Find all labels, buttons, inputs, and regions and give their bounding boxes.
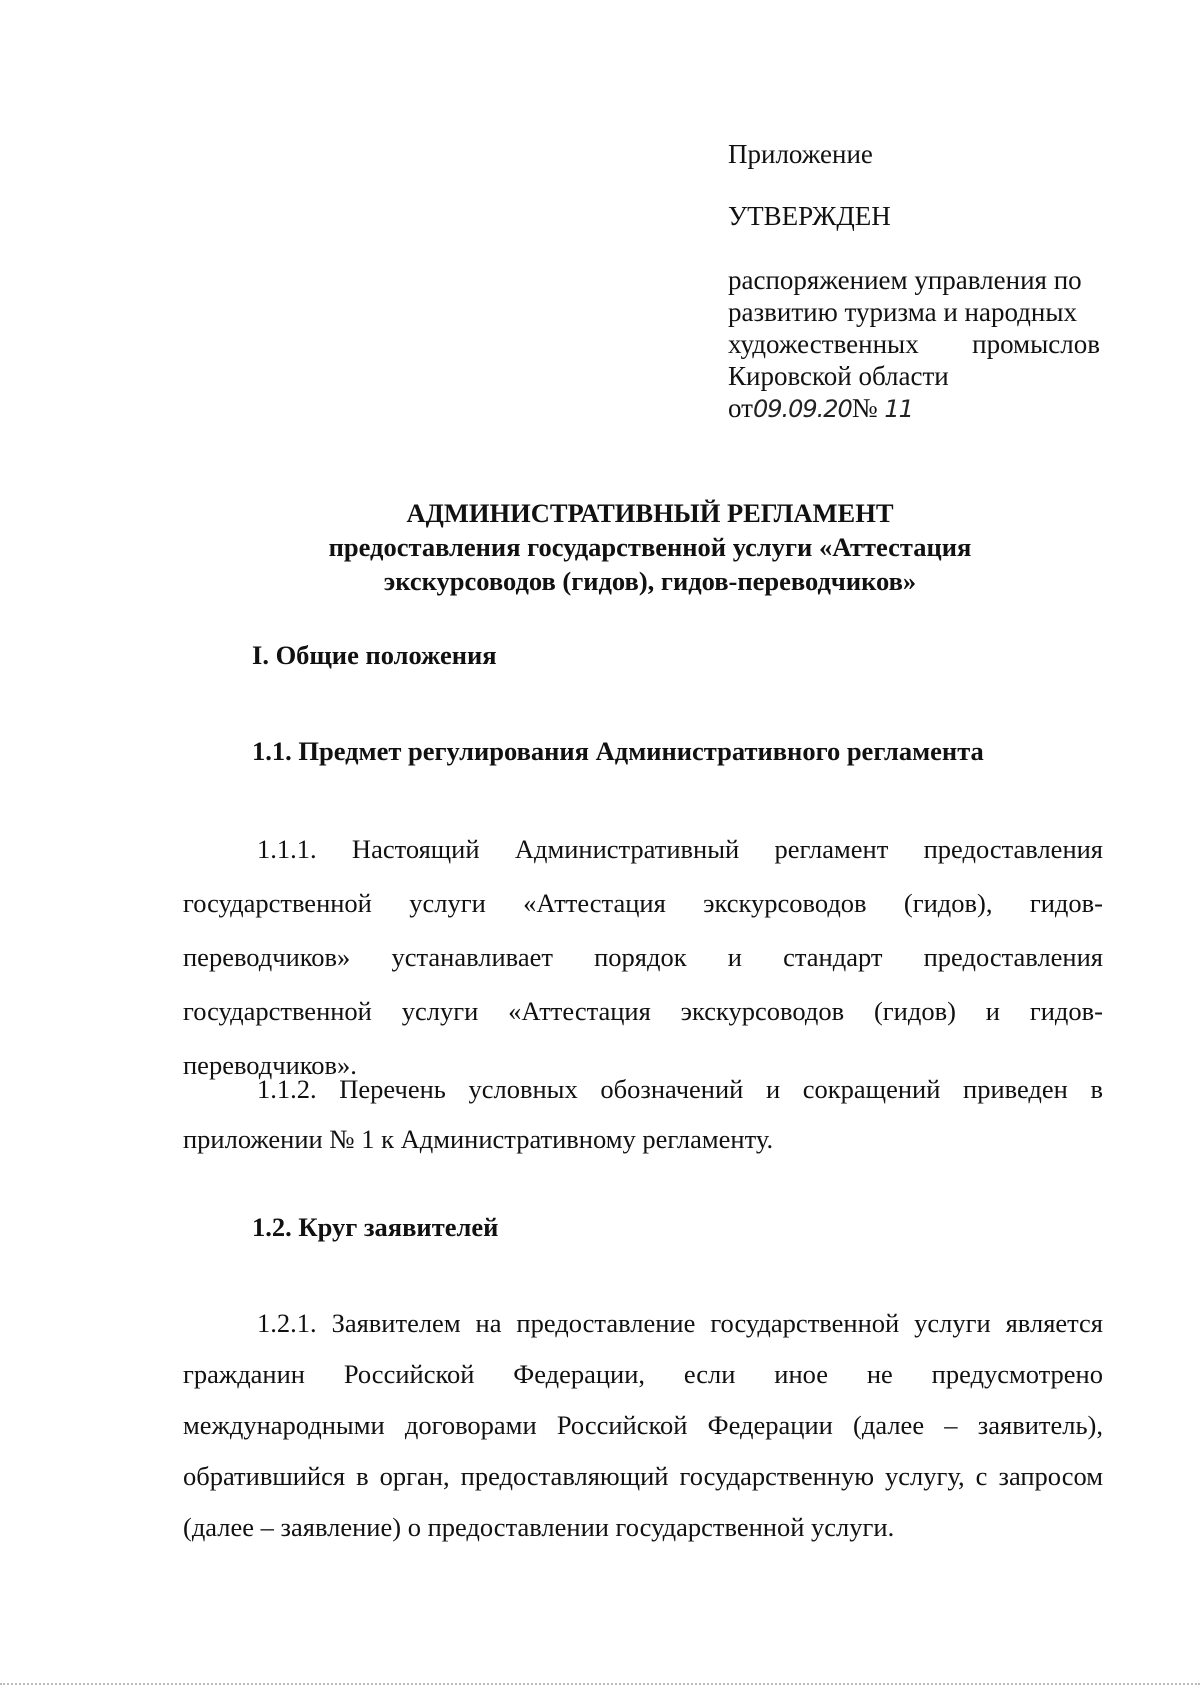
date-number-line	[728, 392, 1100, 425]
order-line: развитию туризма и народных	[728, 297, 1078, 327]
order-line: художественных промыслов	[728, 329, 1100, 359]
number-label: №	[851, 393, 878, 423]
handwritten-number: 11	[884, 395, 913, 423]
approved-label: УТВЕРЖДЕН	[728, 201, 891, 231]
order-line: Кировской области	[728, 361, 949, 391]
order-line: распоряжением управления по	[728, 265, 1082, 295]
section-heading-subject: 1.1. Предмет регулирования Административного регламента	[252, 736, 984, 766]
section-heading-general: I. Общие положения	[252, 640, 497, 670]
scan-edge-artifact	[0, 1680, 1200, 1685]
approval-order-block	[728, 264, 1100, 425]
handwritten-date: 09.09.20	[752, 395, 852, 423]
paragraph-1-1-1: 1.1.1. Настоящий Административный регламент предоставления государственной услуги «Аттестация экскурсоводов (гидов), гидов-переводчиков» устанавливает порядок и стандарт предоставления государственной услуги «Аттестация экскурсоводов (гидов) и гидов-переводчиков».	[183, 834, 1103, 1080]
title-line-2: предоставления государственной услуги «Аттестация	[328, 532, 972, 562]
paragraph-1-2-1: 1.2.1. Заявителем на предоставление государственной услуги является гражданин Российской Федерации, если иное не предусмотрено международными договорами Российской Федерации (далее – заявитель), обратившийся в орган, предоставляющий государственную услугу, с запросом (далее – заявление) о предоставлении государственной услуги.	[183, 1308, 1103, 1542]
paragraph-1-1-2: 1.1.2. Перечень условных обозначений и сокращений приведен в приложении № 1 к Административному регламенту.	[183, 1074, 1103, 1154]
title-line-3: экскурсоводов (гидов), гидов-переводчиков»	[383, 566, 917, 596]
appendix-label: Приложение	[728, 139, 873, 169]
section-heading-applicants: 1.2. Круг заявителей	[252, 1212, 499, 1242]
title-line-1: АДМИНИСТРАТИВНЫЙ РЕГЛАМЕНТ	[406, 498, 894, 528]
document-title	[180, 496, 1120, 598]
date-prefix: от	[728, 393, 753, 423]
